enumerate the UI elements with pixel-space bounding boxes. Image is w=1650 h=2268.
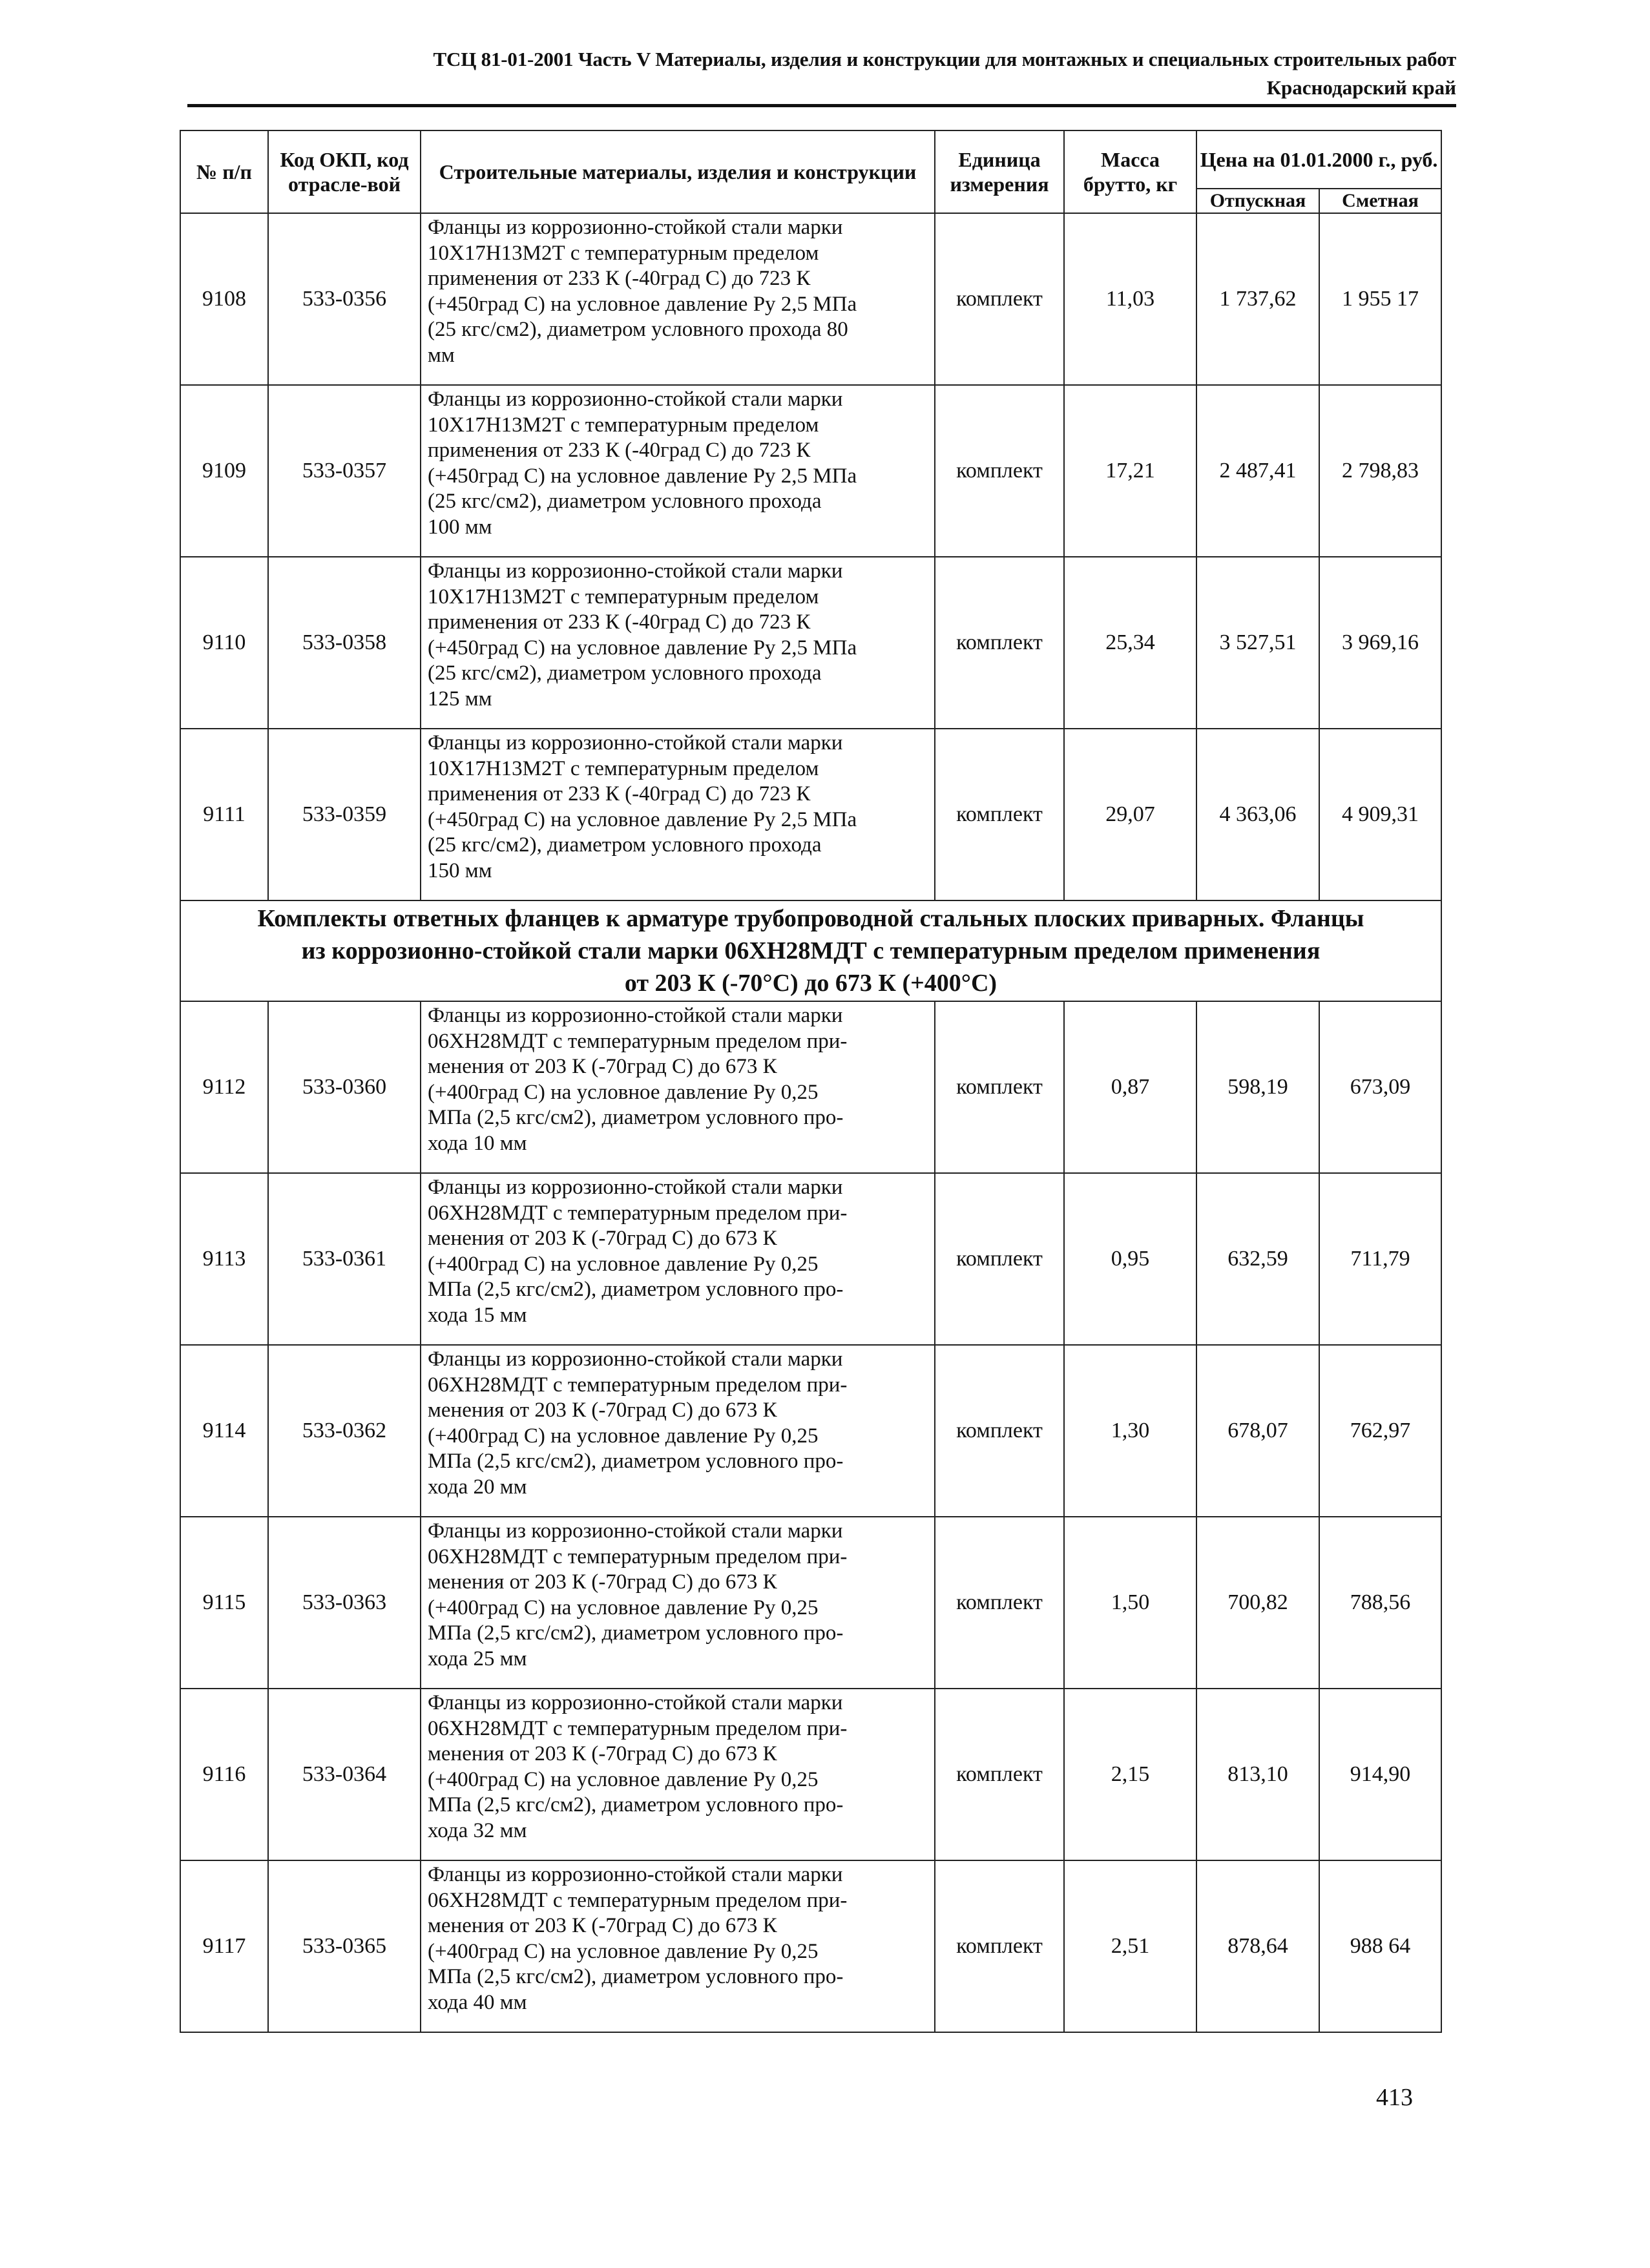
description-line: применения от 233 К (-40град С) до 723 К: [428, 267, 811, 290]
cell-code: 533-0357: [268, 385, 421, 557]
col-header-code: Код ОКП, код отрасле-вой: [268, 130, 421, 213]
cell-release-price: 632,59: [1196, 1173, 1319, 1345]
cell-estimate-price: 1 955 17: [1319, 213, 1441, 385]
description-line: (25 кгс/см2), диаметром условного прохода: [428, 833, 822, 857]
cell-estimate-price: 3 969,16: [1319, 557, 1441, 729]
description-line: (+450град С) на условное давление Ру 2,5 МПа: [428, 636, 857, 660]
cell-description: [421, 557, 935, 729]
cell-code: 533-0359: [268, 729, 421, 900]
cell-description: [421, 1860, 935, 2032]
header-row: [180, 130, 1441, 189]
table-row: [180, 729, 1441, 900]
cell-num: 9108: [180, 213, 268, 385]
description-line: Фланцы из коррозионно-стойкой стали марки: [428, 731, 843, 754]
cell-unit: комплект: [935, 1689, 1064, 1860]
cell-num: 9109: [180, 385, 268, 557]
cell-num: 9112: [180, 1001, 268, 1173]
description-line: (+400град С) на условное давление Ру 0,25: [428, 1767, 819, 1791]
description-line: (+400град С) на условное давление Ру 0,25: [428, 1596, 819, 1619]
description-line: МПа (2,5 кгс/см2), диаметром условного про-: [428, 1965, 844, 1988]
cell-release-price: 678,07: [1196, 1345, 1319, 1517]
description-line: хода 20 мм: [428, 1475, 527, 1499]
col-header-mass: Масса брутто, кг: [1064, 130, 1196, 213]
header-title: ТСЦ 81-01-2001 Часть V Материалы, изделия и конструкции для монтажных и специальных строительных работ: [433, 48, 1456, 70]
table-row: [180, 1860, 1441, 2032]
cell-num: 9115: [180, 1517, 268, 1689]
description-line: 125 мм: [428, 687, 492, 711]
description-line: применения от 233 К (-40град С) до 723 К: [428, 439, 811, 462]
cell-release-price: 700,82: [1196, 1517, 1319, 1689]
col-header-num: № п/п: [180, 130, 268, 213]
description-line: хода 10 мм: [428, 1131, 527, 1155]
cell-estimate-price: 4 909,31: [1319, 729, 1441, 900]
table-row: [180, 1173, 1441, 1345]
cell-num: 9111: [180, 729, 268, 900]
cell-mass: 2,51: [1064, 1860, 1196, 2032]
table-row: [180, 1001, 1441, 1173]
description-line: МПа (2,5 кгс/см2), диаметром условного про-: [428, 1621, 844, 1645]
description-line: 10Х17Н13М2Т с температурным пределом: [428, 413, 819, 437]
cell-description: [421, 1517, 935, 1689]
cell-mass: 25,34: [1064, 557, 1196, 729]
cell-release-price: 598,19: [1196, 1001, 1319, 1173]
table-row: [180, 385, 1441, 557]
section-title-line: Комплекты ответных фланцев к арматуре трубопроводной стальных плоских приварных. Фланцы: [257, 905, 1364, 932]
header-rule: [187, 104, 1456, 107]
cell-code: 533-0365: [268, 1860, 421, 2032]
cell-num: 9117: [180, 1860, 268, 2032]
cell-num: 9114: [180, 1345, 268, 1517]
cell-code: 533-0364: [268, 1689, 421, 1860]
description-line: мм: [428, 343, 455, 367]
description-line: Фланцы из коррозионно-стойкой стали марки: [428, 1347, 843, 1371]
description-line: (+450град С) на условное давление Ру 2,5 МПа: [428, 464, 857, 488]
description-line: 100 мм: [428, 515, 492, 539]
cell-description: [421, 1001, 935, 1173]
section-title: [180, 900, 1441, 1001]
table-row: [180, 1517, 1441, 1689]
cell-num: 9110: [180, 557, 268, 729]
description-line: МПа (2,5 кгс/см2), диаметром условного про-: [428, 1450, 844, 1473]
cell-code: 533-0356: [268, 213, 421, 385]
cell-mass: 29,07: [1064, 729, 1196, 900]
table-row: [180, 1689, 1441, 1860]
cell-description: [421, 1173, 935, 1345]
description-line: 06ХН28МДТ с температурным пределом при-: [428, 1716, 848, 1740]
cell-num: 9113: [180, 1173, 268, 1345]
description-line: 06ХН28МДТ с температурным пределом при-: [428, 1545, 848, 1568]
description-line: МПа (2,5 кгс/см2), диаметром условного про-: [428, 1793, 844, 1816]
description-line: (25 кгс/см2), диаметром условного прохода: [428, 661, 822, 685]
cell-release-price: 878,64: [1196, 1860, 1319, 2032]
description-line: 06ХН28МДТ с температурным пределом при-: [428, 1888, 848, 1912]
description-line: 10Х17Н13М2Т с температурным пределом: [428, 241, 819, 265]
description-line: (25 кгс/см2), диаметром условного прохода: [428, 490, 822, 513]
cell-description: [421, 385, 935, 557]
description-line: Фланцы из коррозионно-стойкой стали марки: [428, 1519, 843, 1543]
description-line: менения от 203 К (-70град С) до 673 К: [428, 1055, 777, 1078]
description-line: менения от 203 К (-70град С) до 673 К: [428, 1570, 777, 1594]
running-header: [187, 45, 1456, 102]
table-row: [180, 213, 1441, 385]
cell-estimate-price: 914,90: [1319, 1689, 1441, 1860]
page-number: 413: [1376, 2084, 1413, 2111]
col-header-release: Отпускная: [1196, 189, 1319, 213]
col-header-estimate: Сметная: [1319, 189, 1441, 213]
description-line: (+450град С) на условное давление Ру 2,5 МПа: [428, 807, 857, 831]
cell-estimate-price: 673,09: [1319, 1001, 1441, 1173]
description-line: Фланцы из коррозионно-стойкой стали марки: [428, 559, 843, 583]
cell-estimate-price: 2 798,83: [1319, 385, 1441, 557]
cell-estimate-price: 988 64: [1319, 1860, 1441, 2032]
cell-unit: комплект: [935, 1860, 1064, 2032]
description-line: менения от 203 К (-70град С) до 673 К: [428, 1742, 777, 1765]
description-line: менения от 203 К (-70град С) до 673 К: [428, 1227, 777, 1250]
description-line: применения от 233 К (-40град С) до 723 К: [428, 782, 811, 806]
description-line: хода 40 мм: [428, 1990, 527, 2014]
cell-mass: 0,87: [1064, 1001, 1196, 1173]
description-line: (+450град С) на условное давление Ру 2,5 МПа: [428, 292, 857, 316]
cell-code: 533-0358: [268, 557, 421, 729]
cell-unit: комплект: [935, 385, 1064, 557]
cell-mass: 0,95: [1064, 1173, 1196, 1345]
table-row: [180, 557, 1441, 729]
description-line: (+400град С) на условное давление Ру 0,25: [428, 1939, 819, 1963]
description-line: 150 мм: [428, 858, 492, 882]
description-line: (+400град С) на условное давление Ру 0,25: [428, 1252, 819, 1276]
cell-release-price: 2 487,41: [1196, 385, 1319, 557]
cell-description: [421, 1689, 935, 1860]
col-header-unit: Единица измерения: [935, 130, 1064, 213]
description-line: 06ХН28МДТ с температурным пределом при-: [428, 1201, 848, 1225]
description-line: хода 25 мм: [428, 1647, 527, 1670]
description-line: МПа (2,5 кгс/см2), диаметром условного про-: [428, 1278, 844, 1301]
cell-release-price: 1 737,62: [1196, 213, 1319, 385]
cell-description: [421, 1345, 935, 1517]
description-line: МПа (2,5 кгс/см2), диаметром условного про-: [428, 1106, 844, 1129]
cell-release-price: 3 527,51: [1196, 557, 1319, 729]
cell-code: 533-0361: [268, 1173, 421, 1345]
cell-mass: 17,21: [1064, 385, 1196, 557]
cell-unit: комплект: [935, 557, 1064, 729]
description-line: Фланцы из коррозионно-стойкой стали марки: [428, 1176, 843, 1199]
cell-mass: 1,50: [1064, 1517, 1196, 1689]
cell-mass: 1,30: [1064, 1345, 1196, 1517]
description-line: Фланцы из коррозионно-стойкой стали марки: [428, 1863, 843, 1886]
description-line: (+400град С) на условное давление Ру 0,25: [428, 1080, 819, 1104]
description-line: менения от 203 К (-70град С) до 673 К: [428, 1914, 777, 1937]
col-header-name: Строительные материалы, изделия и конструкции: [421, 130, 935, 213]
cell-estimate-price: 788,56: [1319, 1517, 1441, 1689]
description-line: применения от 233 К (-40град С) до 723 К: [428, 610, 811, 634]
header-region: Краснодарский край: [1266, 76, 1456, 99]
cell-code: 533-0360: [268, 1001, 421, 1173]
description-line: Фланцы из коррозионно-стойкой стали марки: [428, 1691, 843, 1714]
cell-unit: комплект: [935, 1517, 1064, 1689]
description-line: Фланцы из коррозионно-стойкой стали марки: [428, 216, 843, 239]
cell-mass: 11,03: [1064, 213, 1196, 385]
col-header-price: Цена на 01.01.2000 г., руб.: [1196, 130, 1441, 189]
cell-estimate-price: 762,97: [1319, 1345, 1441, 1517]
cell-unit: комплект: [935, 1001, 1064, 1173]
table-row: [180, 1345, 1441, 1517]
cell-release-price: 4 363,06: [1196, 729, 1319, 900]
description-line: менения от 203 К (-70град С) до 673 К: [428, 1399, 777, 1422]
description-line: (25 кгс/см2), диаметром условного прохода 80: [428, 318, 848, 341]
cell-unit: комплект: [935, 1345, 1064, 1517]
cell-description: [421, 213, 935, 385]
cell-unit: комплект: [935, 729, 1064, 900]
description-line: 06ХН28МДТ с температурным пределом при-: [428, 1029, 848, 1053]
description-line: 10Х17Н13М2Т с температурным пределом: [428, 585, 819, 609]
cell-num: 9116: [180, 1689, 268, 1860]
cell-code: 533-0363: [268, 1517, 421, 1689]
cell-release-price: 813,10: [1196, 1689, 1319, 1860]
description-line: хода 32 мм: [428, 1818, 527, 1842]
description-line: (+400град С) на условное давление Ру 0,25: [428, 1424, 819, 1448]
cell-estimate-price: 711,79: [1319, 1173, 1441, 1345]
description-line: 10Х17Н13М2Т с температурным пределом: [428, 756, 819, 780]
description-line: Фланцы из коррозионно-стойкой стали марки: [428, 1004, 843, 1027]
price-table: [180, 130, 1442, 2033]
description-line: 06ХН28МДТ с температурным пределом при-: [428, 1373, 848, 1397]
section-title-line: от 203 К (-70°С) до 673 К (+400°С): [624, 970, 997, 997]
description-line: Фланцы из коррозионно-стойкой стали марки: [428, 388, 843, 411]
cell-unit: комплект: [935, 1173, 1064, 1345]
section-title-line: из коррозионно-стойкой стали марки 06ХН28МДТ с температурным пределом применения: [301, 937, 1321, 964]
cell-code: 533-0362: [268, 1345, 421, 1517]
cell-mass: 2,15: [1064, 1689, 1196, 1860]
cell-description: [421, 729, 935, 900]
cell-unit: комплект: [935, 213, 1064, 385]
description-line: хода 15 мм: [428, 1303, 527, 1327]
section-row: [180, 900, 1441, 1001]
